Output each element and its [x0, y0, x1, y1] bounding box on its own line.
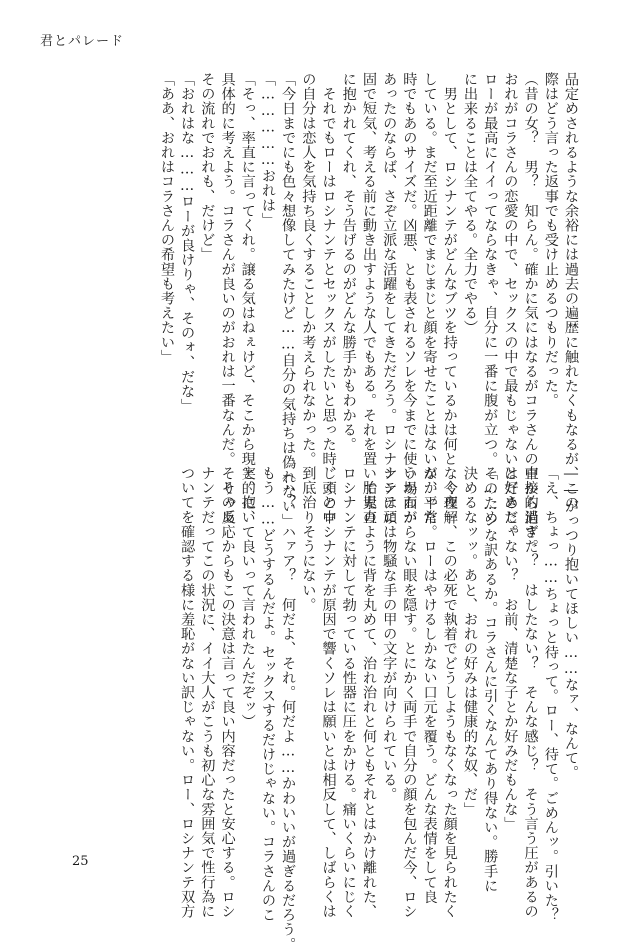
- text-line: それでもローはロシナンテとセックスがしたいと思った時、頭の中: [320, 72, 337, 525]
- running-header: 君とパレード: [40, 34, 125, 49]
- text-line: の自分は恋人を気持ち良くすることしか考えられなかった。: [300, 72, 317, 467]
- text-line: 「え、ちょっ……ちょっと待って。ロー、待て。ごめんッ。引いた？: [542, 466, 559, 923]
- text-line: 固で短気、考える前に動き出すような人でもある。それを置いて素直: [360, 72, 377, 525]
- text-line: と、抱いて良いって言われたんだぞッ）: [239, 466, 256, 729]
- text-line: 時でもあのサイズだ。凶悪、とも表されるソレを今までに使う場面が: [401, 72, 418, 525]
- text-line: その流れでおれも、だけど」: [199, 72, 216, 262]
- text-line: 到底治りそうにない。: [300, 466, 317, 612]
- text-line: おれがコラさんの恋愛の中で、セックスの中で最もじゃないとだめだ。: [502, 72, 519, 540]
- text-line: 「……ンな訳あるか。コラさんに引くなんてあり得ない。勝手に: [482, 466, 499, 893]
- text-line: じくとロシナンテが原因で響くソレは願いとは相反して、しばらくは: [320, 466, 337, 919]
- text-line: している。まだ至近距離でまじまじと顔を寄せたことはないが、平常: [421, 72, 438, 525]
- text-line: ロシナンテに対して勃っている性器に圧をかける。痛いくらいにじく: [340, 466, 357, 919]
- text-line: 具体的に考えよう。コラさんが良いのがおれは一番なんだ。そりゃあ: [219, 72, 236, 525]
- text-line: 「今日までにも色々想像してみたけど……自分の気持ちは偽れない」: [280, 72, 297, 529]
- text-line: もう……どうするんだよ。セックスするだけじゃない。コラさんのこ: [259, 466, 276, 923]
- text-line: 胎児のように背を丸めて、治れ治れと何ともそれとはかけ離れた、: [360, 466, 377, 919]
- lower-text-block: [177, 466, 581, 951]
- text-line: 男として、ロシナンテがどんなブツを持っているかは何となく理解: [441, 72, 458, 525]
- text-line: 品定めされるような余裕には過去の遍歴に触れたくもなるが、この: [563, 72, 579, 510]
- text-line: は好きじゃない？ お前、清楚な子とか好みだもんな」: [502, 466, 519, 831]
- text-line: 「ああ、おれはコラさんの希望も考えたい」: [158, 72, 175, 364]
- text-line: ――がっつり抱いてほしい……なァ、なんて。: [563, 466, 579, 780]
- page-number: 25: [72, 854, 89, 869]
- text-line: その反応からもこの決意は言って良い内容だったと安心する。ロシ: [219, 466, 236, 919]
- text-line: いかわからない眼を隠す。とにかく両手で自分の顔を包んだ今、ロシ: [401, 466, 418, 919]
- text-line: 「おれはな………ローが良けりゃ、そのォ、だな」: [179, 72, 196, 414]
- text-line: （昔の女？ 男？ 知らん。確かに気にはなるがコラさんの中から消す。: [522, 72, 539, 554]
- text-line: 際はどう言った返事でも受け止めるつもりだった。: [542, 72, 559, 408]
- text-line: 「そっ、率直に言ってくれ。譲る気はねぇけど、そこから現実的に、: [239, 72, 256, 525]
- text-line: ナンテには物騒な手の甲の文字が向けられている。: [381, 466, 398, 802]
- text-line: ついてを確認する様に羞恥がない訳じゃない。ロー、ロシナンテ双方: [179, 466, 196, 919]
- text-line: 「……………おれは」: [259, 72, 276, 227]
- text-line: あったのならば、さぞ立派な活躍をしてきただろう。ロシナンテは頑: [381, 72, 398, 525]
- text-line: に出来ることは全てやる。全力でやる）: [461, 72, 478, 335]
- text-line: 今夜一、この必死で執着でどうしようもなくなった顔を見られたく: [441, 466, 458, 919]
- text-line: ナンテだってこの状況に、イイ大人がこうも初心な雰囲気で性行為に: [199, 466, 216, 919]
- text-line: に抱かれてくれ、そう告げるのがどんな勝手かもわかる。: [340, 72, 357, 452]
- text-line: 決めるなッッ。あと、おれの好みは健康的な奴、だ」: [461, 466, 478, 817]
- text-line: ローが最高にイイってならなきゃ、自分に一番に腹が立つ。そのため: [482, 72, 499, 525]
- text-line: （ハ？ ハァア？ 何だよ、それ。何だよ……かわいいが過ぎるだろう。: [280, 466, 297, 951]
- text-line: なかった。ローはやけるしかない口元を覆う。どんな表情をして良: [421, 466, 438, 904]
- text-line: 直接的過ぎた？ はしたない？ そんな感じ？ そう言う圧があるの: [522, 466, 539, 919]
